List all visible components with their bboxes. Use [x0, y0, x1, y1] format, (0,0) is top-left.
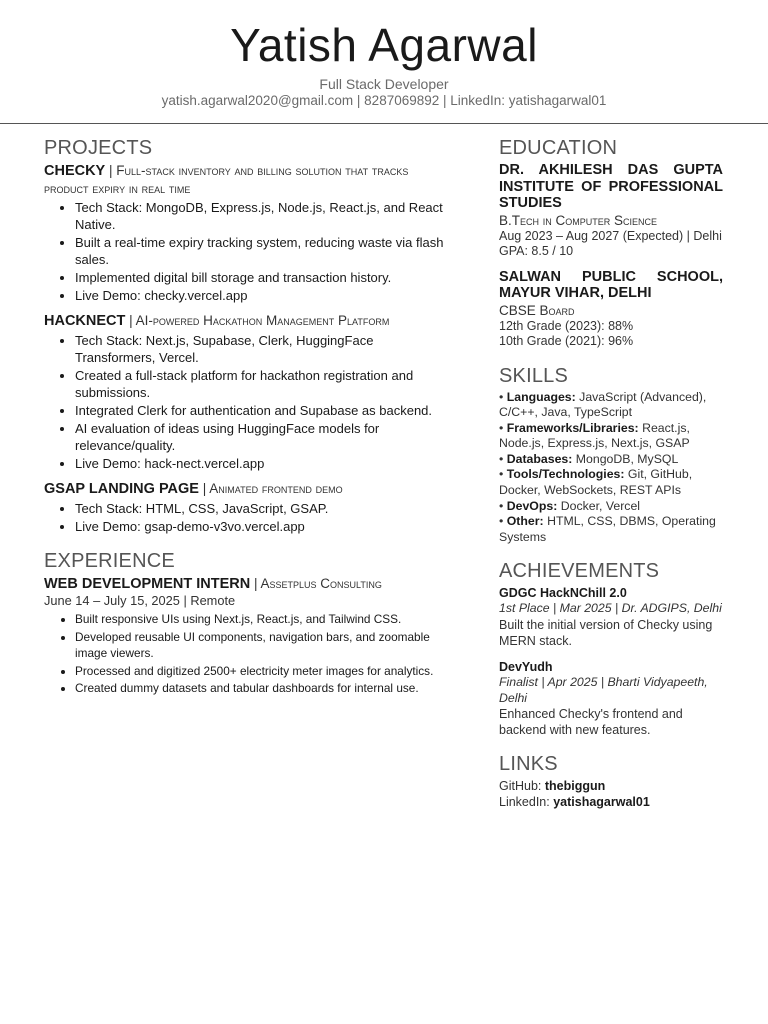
bullet-item: • Developed reusable UI components, navigation bars, and zoomable image viewers.: [75, 629, 454, 662]
project-subtitle: | Animated frontend demo: [202, 481, 343, 496]
bullet-item: • Tech Stack: HTML, CSS, JavaScript, GSAP.: [75, 500, 454, 517]
skill-label: Languages:: [506, 389, 576, 404]
skill-label: DevOps:: [506, 498, 558, 513]
experience-company: | Assetplus Consulting: [254, 576, 382, 591]
resume-header: [0, 0, 768, 108]
bullet-item: • Implemented digital bill storage and transaction history.: [75, 269, 454, 286]
bullet-item: • Built a real-time expiry tracking system, reducing waste via flash sales.: [75, 234, 454, 268]
experience-role: WEB DEVELOPMENT INTERN: [44, 576, 251, 592]
left-column: [44, 136, 454, 711]
skill-value: React.js, Node.js, Express.js, Next.js, GSAP: [499, 420, 690, 451]
school-name: SALWAN PUBLIC SCHOOL, MAYUR VIHAR, DELHI: [499, 268, 723, 301]
experience-bullets: [44, 611, 454, 697]
bullet-item: • Tech Stack: MongoDB, Express.js, Node.js, React.js, and React Native.: [75, 199, 454, 233]
project-item: [44, 480, 454, 535]
experience-dates: June 14 – July 15, 2025 | Remote: [44, 593, 236, 608]
linkedin-link[interactable]: yatishagarwal01: [553, 795, 650, 810]
skill-value: Docker, Vercel: [560, 498, 641, 513]
education-detail: Aug 2023 – Aug 2027 (Expected) | Delhi: [499, 228, 722, 243]
bullet-item: • Processed and digitized 2500+ electricity meter images for analytics.: [75, 663, 454, 680]
education-section: [499, 136, 723, 350]
project-heading: [44, 480, 454, 498]
achievement-name: DevYudh: [499, 660, 553, 675]
project-bullets: [44, 500, 454, 535]
bullet-item: • AI evaluation of ideas using HuggingFace models for relevance/quality.: [75, 420, 454, 454]
project-subtitle: | AI-powered Hackathon Management Platform: [129, 313, 390, 328]
skill-value: MongoDB, MySQL: [575, 451, 679, 466]
project-name: GSAP LANDING PAGE: [44, 481, 199, 497]
section-title-education: EDUCATION: [499, 137, 618, 159]
bullet-item: • Live Demo: checky.vercel.app: [75, 287, 454, 304]
project-bullets: [44, 332, 454, 472]
achievement-name: GDGC HackNChill 2.0: [499, 586, 627, 601]
project-name: HACKNECT: [44, 313, 126, 329]
links-section: [499, 752, 723, 810]
project-heading: [44, 312, 454, 330]
degree-name: B.Tech in Computer Science: [499, 212, 658, 228]
candidate-name: Yatish Agarwal: [230, 19, 538, 71]
achievement-meta: Finalist | Apr 2025 | Bharti Vidyapeeth, Delhi: [499, 675, 708, 705]
bullet-item: • Integrated Clerk for authentication and Supabase as backend.: [75, 402, 454, 419]
bullet-item: • Live Demo: hack-nect.vercel.app: [75, 455, 454, 472]
section-title-skills: SKILLS: [499, 364, 569, 387]
experience-heading: [44, 575, 454, 593]
bullet-item: • Tech Stack: Next.js, Supabase, Clerk, HuggingFace Transformers, Vercel.: [75, 332, 454, 366]
skill-label: Frameworks/Libraries:: [506, 420, 639, 435]
skill-row: • DevOps: Docker, Vercel: [499, 498, 641, 513]
skill-row: • Languages: JavaScript (Advanced), C/C++, Java, TypeScript: [499, 389, 707, 420]
link-label: LinkedIn:: [499, 795, 550, 810]
skills-section: [499, 364, 723, 546]
section-title-links: LINKS: [499, 753, 558, 776]
school-name: DR. AKHILESH DAS GUPTA INSTITUTE OF PROFESSIONAL STUDIES: [499, 162, 723, 211]
achievement-meta: 1st Place | Mar 2025 | Dr. ADGIPS, Delhi: [499, 601, 722, 616]
section-title-projects: PROJECTS: [44, 137, 153, 159]
education-item: [499, 269, 723, 350]
github-link[interactable]: thebiggun: [544, 779, 606, 794]
achievement-description: Enhanced Checky's frontend and backend with new features.: [499, 707, 683, 738]
skill-row: • Databases: MongoDB, MySQL: [499, 451, 679, 466]
achievement-item: [499, 659, 723, 738]
education-detail: 12th Grade (2023): 88%: [499, 318, 634, 333]
degree-name: CBSE Board: [499, 302, 575, 318]
skill-value: HTML, CSS, DBMS, Operating Systems: [499, 514, 716, 544]
skill-value: Git, GitHub, Docker, WebSockets, REST APIs: [499, 467, 693, 498]
skill-row: • Frameworks/Libraries: React.js, Node.js, Express.js, Next.js, GSAP: [499, 420, 690, 451]
link-row: [499, 794, 723, 810]
experience-section: [44, 549, 454, 697]
project-heading: [44, 162, 454, 197]
skill-row: • Tools/Technologies: Git, GitHub, Docker, WebSockets, REST APIs: [499, 467, 693, 498]
achievements-section: [499, 559, 723, 738]
bullet-item: • Created a full-stack platform for hackathon registration and submissions.: [75, 367, 454, 401]
education-detail: 10th Grade (2021): 96%: [499, 334, 634, 348]
experience-item: [44, 575, 454, 697]
link-label: GitHub:: [499, 779, 542, 794]
bullet-item: • Created dummy datasets and tabular dashboards for internal use.: [75, 680, 454, 697]
skill-label: Tools/Technologies:: [506, 467, 625, 482]
skill-value: JavaScript (Advanced), C/C++, Java, TypeScript: [499, 389, 707, 420]
project-item: [44, 312, 454, 472]
section-title-achievements: ACHIEVEMENTS: [499, 560, 660, 583]
education-detail: GPA: 8.5 / 10: [499, 244, 574, 258]
project-item: [44, 162, 454, 304]
project-bullets: [44, 199, 454, 304]
job-title: Full Stack Developer: [319, 76, 449, 92]
contact-line: yatish.agarwal2020@gmail.com | 8287069892 | LinkedIn: yatishagarwal01: [161, 93, 607, 108]
project-subtitle: | Full-stack inventory and billing solution that tracks product expiry in real time: [44, 163, 409, 196]
bullet-item: • Built responsive UIs using Next.js, React.js, and Tailwind CSS.: [75, 611, 454, 628]
header-divider: [0, 123, 768, 124]
bullet-item: • Live Demo: gsap-demo-v3vo.vercel.app: [75, 518, 454, 535]
right-column: [499, 136, 723, 824]
link-row: [499, 778, 723, 794]
section-title-experience: EXPERIENCE: [44, 550, 175, 572]
projects-section: [44, 136, 454, 535]
achievement-description: Built the initial version of Checky using MERN stack.: [499, 618, 713, 649]
skill-row: • Other: HTML, CSS, DBMS, Operating Systems: [499, 514, 716, 544]
achievement-item: [499, 585, 723, 649]
skill-label: Other:: [506, 514, 544, 529]
skill-label: Databases:: [506, 451, 573, 466]
education-item: [499, 162, 723, 260]
project-name: CHECKY: [44, 163, 106, 179]
